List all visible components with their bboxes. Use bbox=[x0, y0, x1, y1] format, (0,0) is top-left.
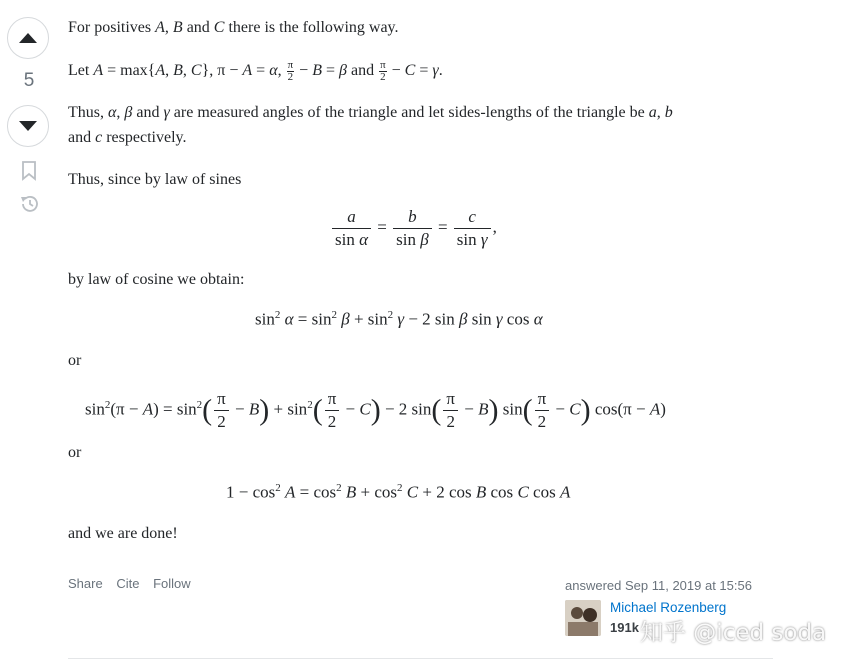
paragraph-or-1: or bbox=[68, 352, 82, 369]
history-button[interactable] bbox=[19, 193, 39, 213]
paragraph-intro: For positives A, B and C there is the following way. bbox=[68, 19, 399, 36]
watermark: 知乎 @iced soda bbox=[640, 620, 827, 646]
triangle-up-icon bbox=[19, 33, 37, 43]
paragraph-done: and we are done! bbox=[68, 525, 178, 542]
paragraph-thus-angles-cont: and c respectively. bbox=[68, 129, 187, 146]
frac-pi-2: $\frac{\pi}{2}$ bbox=[287, 58, 294, 83]
equation-cosine-rule: $\sin^2 \alpha = \sin^2 \beta + \sin^2 \gamma - 2$ sin β sin γ cos α bbox=[255, 309, 543, 329]
paragraph-or-2: or bbox=[68, 444, 82, 461]
paragraph-thus-angles: Thus, α, β and γ are measured angles of the triangle and let sides-lengths of the triangle be a, b bbox=[68, 104, 673, 121]
equation-substituted: $\sin^2(\pi - A) = \sin^2$( $\frac{\pi}{2}$ − $B) + \sin^2$( $\frac{\pi}{2}$ − C) − 2 sin( $\frac{\pi}{2}$ − B) sin( $\frac{\pi}{2}$ − C) cos(π − A) bbox=[85, 389, 666, 431]
reputation-score: 191k bbox=[610, 620, 639, 635]
post-menu bbox=[68, 576, 201, 591]
answered-timestamp: answered Sep 11, 2019 at 15:56 bbox=[565, 578, 752, 593]
paragraph-let: Let A = max{A, B, C}, π − A = α, $\frac{\pi}{2}$ − B = β and $\frac{\pi}{2}$ − C = γ. bbox=[68, 58, 443, 83]
upvote-button[interactable] bbox=[7, 17, 49, 59]
share-link[interactable]: Share bbox=[68, 576, 103, 591]
equation-law-of-sines: $\frac{a}{\text{sin α}}$ = $\frac{b}{\text{sin β}}$ = $\frac{c}{\text{sin γ}}$ , bbox=[330, 206, 497, 251]
bookmark-button[interactable] bbox=[19, 160, 39, 180]
triangle-down-icon bbox=[19, 121, 37, 131]
history-icon bbox=[19, 193, 41, 215]
user-name-link[interactable]: Michael Rozenberg bbox=[610, 600, 727, 615]
follow-link[interactable]: Follow bbox=[153, 576, 191, 591]
downvote-button[interactable] bbox=[7, 105, 49, 147]
cite-link[interactable]: Cite bbox=[116, 576, 140, 591]
paragraph-law-of-cosine: by law of cosine we obtain: bbox=[68, 271, 245, 288]
user-card bbox=[565, 578, 752, 635]
equation-final: $1 - \cos^2 A = \cos^2 B + \cos^2 C + 2$ cos B cos C cos A bbox=[226, 482, 571, 502]
divider bbox=[68, 658, 773, 659]
bookmark-icon bbox=[19, 160, 39, 182]
paragraph-law-of-sines: Thus, since by law of sines bbox=[68, 171, 242, 188]
frac-pi-2: $\frac{\pi}{2}$ bbox=[380, 58, 386, 83]
vote-count: 5 bbox=[23, 70, 35, 91]
avatar[interactable] bbox=[565, 600, 601, 636]
